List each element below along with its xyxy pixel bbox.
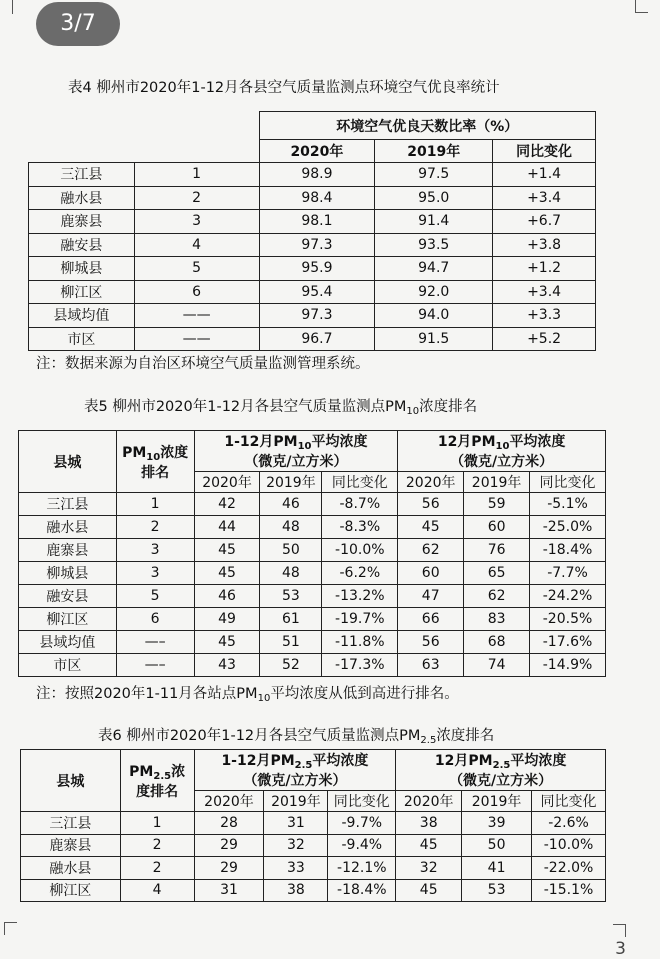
table4-col-2019: 2019年	[375, 140, 493, 163]
table6-col-header: 同比变化	[532, 791, 606, 812]
table6	[20, 749, 606, 902]
table6-cell-b: 33	[264, 857, 328, 880]
table4-cell-v2019: 91.5	[375, 327, 493, 351]
table6-col-header: 2020年	[396, 791, 462, 812]
table4-col-2020: 2020年	[259, 140, 375, 163]
table5-cell-d: 47	[398, 585, 464, 608]
table4-cell-chg: +6.7	[493, 210, 596, 234]
table6-col-header: 2019年	[462, 791, 532, 812]
table6-cell-name: 三江县	[21, 812, 121, 835]
table5-cell-e: 74	[464, 654, 530, 677]
table5-cell-b: 46	[260, 493, 322, 516]
table6-cell-c: -9.7%	[328, 812, 396, 835]
table5-cell-f: -25.0%	[530, 516, 606, 539]
table5-cell-d: 63	[398, 654, 464, 677]
table4-note: 注：数据来源为自治区环境空气质量监测管理系统。	[36, 356, 370, 372]
table6-cell-e: 39	[462, 812, 532, 835]
table4-row	[29, 257, 596, 281]
table5-row	[19, 608, 606, 631]
table6-cell-e: 50	[462, 834, 532, 857]
table4-cell-name: 市区	[29, 327, 135, 351]
table5-cell-e: 83	[464, 608, 530, 631]
table5-cell-c: -6.2%	[322, 562, 398, 585]
table5-col-header: 2020年	[398, 472, 464, 493]
crop-mark-top-left	[0, 0, 13, 14]
table5-cell-f: -7.7%	[530, 562, 606, 585]
table4-cell-v2019: 92.0	[375, 280, 493, 304]
table5-cell-b: 51	[260, 631, 322, 654]
table6-col-header: 2019年	[264, 791, 328, 812]
table4-cell-rank: 6	[134, 280, 259, 304]
table6-group-annual: 1-12月$PM_{2.5}$平均浓度 （微克/立方米）	[194, 750, 396, 791]
table4-cell-v2020: 97.3	[259, 233, 375, 257]
table6-header-rank: $PM_{2.5}$浓 度排名	[120, 750, 194, 812]
table6-caption: 表6 柳州市2020年1-12月各县空气质量监测点$PM_{2.5}$浓度排名	[98, 728, 495, 746]
table6-cell-rank: 2	[120, 834, 194, 857]
page-indicator: 3/7	[36, 2, 120, 46]
table6-cell-c: -12.1%	[328, 857, 396, 880]
table5-header-rank: $PM_{10}$浓度 排名	[116, 431, 194, 493]
table4-cell-v2020: 97.3	[259, 304, 375, 328]
crop-mark-top-right	[635, 0, 648, 13]
table5-cell-b: 48	[260, 516, 322, 539]
table6-cell-a: 29	[194, 834, 264, 857]
table4-cell-v2020: 95.4	[259, 280, 375, 304]
crop-mark-bottom-right	[613, 924, 626, 937]
table4-cell-rank: 3	[134, 210, 259, 234]
table6-cell-f: -2.6%	[532, 812, 606, 835]
table6-cell-name: 柳江区	[21, 879, 121, 902]
table5-cell-a: 45	[194, 562, 260, 585]
table5-cell-c: -13.2%	[322, 585, 398, 608]
table5-cell-f: -14.9%	[530, 654, 606, 677]
table6-cell-e: 41	[462, 857, 532, 880]
table5-cell-name: 融水县	[19, 516, 117, 539]
table5-cell-c: -10.0%	[322, 539, 398, 562]
table6-cell-f: -10.0%	[532, 834, 606, 857]
table4-cell-chg: +1.2	[493, 257, 596, 281]
table6-header-county: 县城	[21, 750, 121, 812]
table5-cell-e: 68	[464, 631, 530, 654]
table4-group-header: 环境空气优良天数比率（%）	[259, 112, 595, 140]
table4-col-change: 同比变化	[493, 140, 596, 163]
table5-cell-f: -18.4%	[530, 539, 606, 562]
table5-cell-a: 49	[194, 608, 260, 631]
table5-cell-a: 43	[194, 654, 260, 677]
table4-row	[29, 210, 596, 234]
table5-cell-e: 65	[464, 562, 530, 585]
table5-cell-d: 60	[398, 562, 464, 585]
table4-cell-v2019: 93.5	[375, 233, 493, 257]
table4-cell-chg: +3.4	[493, 186, 596, 210]
table5-cell-rank: 6	[116, 608, 194, 631]
table5-cell-a: 42	[194, 493, 260, 516]
table5-col-header: 同比变化	[322, 472, 398, 493]
table6-cell-d: 32	[396, 857, 462, 880]
table4-row	[29, 280, 596, 304]
table5-cell-b: 48	[260, 562, 322, 585]
table5-cell-name: 鹿寨县	[19, 539, 117, 562]
table6-cell-c: -18.4%	[328, 879, 396, 902]
table4-row	[29, 163, 596, 187]
table4-cell-name: 县域均值	[29, 304, 135, 328]
table5-cell-b: 52	[260, 654, 322, 677]
table4-cell-name: 三江县	[29, 163, 135, 187]
table4-caption: 表4 柳州市2020年1-12月各县空气质量监测点环境空气优良率统计	[68, 80, 500, 96]
table5-cell-e: 62	[464, 585, 530, 608]
table4-cell-name: 柳城县	[29, 257, 135, 281]
table5-cell-e: 59	[464, 493, 530, 516]
table5-cell-c: -19.7%	[322, 608, 398, 631]
table5-cell-d: 66	[398, 608, 464, 631]
table6-group-december: 12月$PM_{2.5}$平均浓度 （微克/立方米）	[396, 750, 606, 791]
table5-row	[19, 585, 606, 608]
table4-row	[29, 304, 596, 328]
table4-row	[29, 186, 596, 210]
table4-cell-v2019: 91.4	[375, 210, 493, 234]
table6-row	[21, 834, 606, 857]
table5-cell-d: 62	[398, 539, 464, 562]
table6-cell-rank: 2	[120, 857, 194, 880]
table6-cell-a: 31	[194, 879, 264, 902]
table5-cell-rank: 3	[116, 539, 194, 562]
table6-row	[21, 879, 606, 902]
table4-cell-v2019: 94.0	[375, 304, 493, 328]
table4-cell-name: 融安县	[29, 233, 135, 257]
table5-col-header: 2019年	[260, 472, 322, 493]
table4-cell-rank: 1	[134, 163, 259, 187]
table4-cell-v2019: 97.5	[375, 163, 493, 187]
table5-caption: 表5 柳州市2020年1-12月各县空气质量监测点$PM_{10}$浓度排名	[84, 399, 478, 417]
table5-cell-rank: —–	[116, 654, 194, 677]
table5-cell-name: 柳城县	[19, 562, 117, 585]
table4-cell-chg: +1.4	[493, 163, 596, 187]
table4-row	[29, 233, 596, 257]
table5-cell-name: 柳江区	[19, 608, 117, 631]
table6-cell-b: 38	[264, 879, 328, 902]
table5-cell-d: 56	[398, 493, 464, 516]
table4-cell-v2019: 95.0	[375, 186, 493, 210]
table4-cell-name: 柳江区	[29, 280, 135, 304]
table5-cell-rank: —–	[116, 631, 194, 654]
table6-cell-f: -15.1%	[532, 879, 606, 902]
table4-cell-v2020: 98.1	[259, 210, 375, 234]
table6-row	[21, 812, 606, 835]
table5-group-annual: 1-12月$PM_{10}$平均浓度 （微克/立方米）	[194, 431, 398, 472]
table5-row	[19, 539, 606, 562]
table4-cell-chg: +3.4	[493, 280, 596, 304]
table4-cell-chg: +3.8	[493, 233, 596, 257]
table4-cell-rank: 4	[134, 233, 259, 257]
table5-cell-c: -8.3%	[322, 516, 398, 539]
table5-cell-name: 融安县	[19, 585, 117, 608]
table5-col-header: 同比变化	[530, 472, 606, 493]
table6-col-header: 同比变化	[328, 791, 396, 812]
table5-cell-f: -24.2%	[530, 585, 606, 608]
crop-mark-bottom-left	[4, 922, 17, 935]
table4-row	[29, 327, 596, 351]
table5-cell-rank: 3	[116, 562, 194, 585]
table6-cell-rank: 1	[120, 812, 194, 835]
table5-cell-rank: 2	[116, 516, 194, 539]
table5-cell-name: 县域均值	[19, 631, 117, 654]
table4-cell-rank: ——	[134, 327, 259, 351]
table5-row	[19, 654, 606, 677]
table6-cell-d: 45	[396, 834, 462, 857]
table6-cell-f: -22.0%	[532, 857, 606, 880]
table4-empty-corner	[29, 112, 260, 140]
table5-cell-a: 45	[194, 539, 260, 562]
table5	[18, 430, 606, 677]
table5-row	[19, 493, 606, 516]
table5-cell-e: 76	[464, 539, 530, 562]
table5-note: 注：按照2020年1-11月各站点$PM_{10}$平均浓度从低到高进行排名。	[36, 686, 459, 704]
table6-cell-rank: 4	[120, 879, 194, 902]
table4-cell-v2019: 94.7	[375, 257, 493, 281]
table5-cell-d: 56	[398, 631, 464, 654]
table5-cell-a: 44	[194, 516, 260, 539]
table5-cell-c: -11.8%	[322, 631, 398, 654]
table6-cell-d: 45	[396, 879, 462, 902]
table6-col-header: 2020年	[194, 791, 264, 812]
table5-cell-c: -8.7%	[322, 493, 398, 516]
table5-cell-name: 市区	[19, 654, 117, 677]
table4	[28, 111, 596, 351]
table4-cell-chg: +5.2	[493, 327, 596, 351]
table4-cell-rank: ——	[134, 304, 259, 328]
table5-row	[19, 631, 606, 654]
table5-cell-a: 46	[194, 585, 260, 608]
table5-cell-f: -5.1%	[530, 493, 606, 516]
table5-cell-rank: 1	[116, 493, 194, 516]
table5-cell-e: 60	[464, 516, 530, 539]
table6-cell-d: 38	[396, 812, 462, 835]
table6-cell-name: 融水县	[21, 857, 121, 880]
table6-cell-a: 29	[194, 857, 264, 880]
table4-cell-v2020: 98.9	[259, 163, 375, 187]
table4-cell-v2020: 98.4	[259, 186, 375, 210]
table4-cell-chg: +3.3	[493, 304, 596, 328]
table5-cell-b: 61	[260, 608, 322, 631]
table6-cell-name: 鹿寨县	[21, 834, 121, 857]
table5-row	[19, 562, 606, 585]
table5-header-county: 县城	[19, 431, 117, 493]
table6-cell-a: 28	[194, 812, 264, 835]
table5-col-header: 2020年	[194, 472, 260, 493]
table6-cell-c: -9.4%	[328, 834, 396, 857]
table4-cell-name: 鹿寨县	[29, 210, 135, 234]
table4-cell-v2020: 95.9	[259, 257, 375, 281]
table6-cell-e: 53	[462, 879, 532, 902]
table4-cell-rank: 5	[134, 257, 259, 281]
table4-cell-rank: 2	[134, 186, 259, 210]
table5-cell-f: -17.6%	[530, 631, 606, 654]
table5-col-header: 2019年	[464, 472, 530, 493]
table6-cell-b: 31	[264, 812, 328, 835]
table6-row	[21, 857, 606, 880]
table5-cell-b: 50	[260, 539, 322, 562]
table5-cell-c: -17.3%	[322, 654, 398, 677]
table5-cell-b: 53	[260, 585, 322, 608]
table5-cell-rank: 5	[116, 585, 194, 608]
table5-cell-d: 45	[398, 516, 464, 539]
table4-cell-v2020: 96.7	[259, 327, 375, 351]
table4-cell-name: 融水县	[29, 186, 135, 210]
table6-cell-b: 32	[264, 834, 328, 857]
table5-cell-name: 三江县	[19, 493, 117, 516]
table5-group-december: 12月$PM_{10}$平均浓度 （微克/立方米）	[398, 431, 606, 472]
page-number: 3	[615, 939, 626, 959]
table5-cell-a: 45	[194, 631, 260, 654]
table5-row	[19, 516, 606, 539]
table5-cell-f: -20.5%	[530, 608, 606, 631]
